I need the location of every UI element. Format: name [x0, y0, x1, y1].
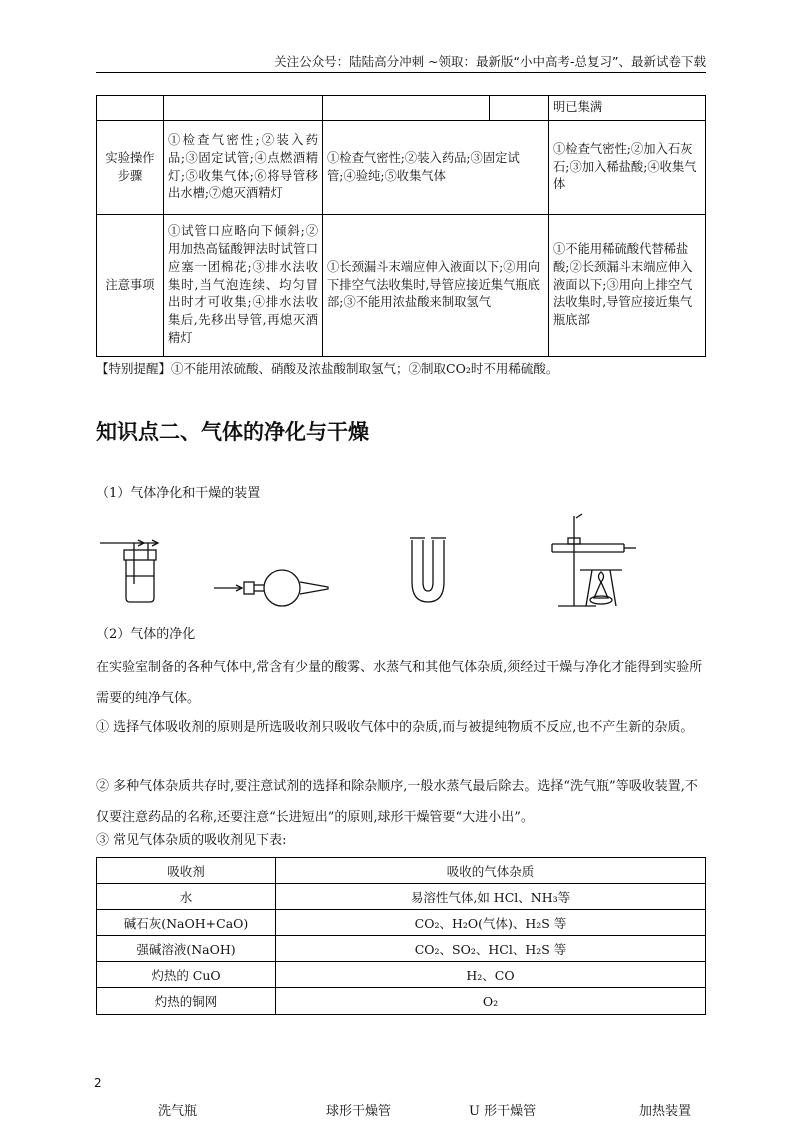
label-wash-bottle: 洗气瓶 [158, 1104, 198, 1119]
table-cell: ①检查气密性;②装入药品;③固定试管;④验纯;⑤收集气体 [323, 121, 549, 215]
header-rule [96, 72, 706, 73]
table-cell: H₂、CO [276, 962, 706, 988]
table-header-row [97, 858, 706, 884]
table-row [97, 884, 706, 910]
row-label-steps: 实验操作步骤 [97, 121, 164, 215]
drying-tube-icon [214, 570, 328, 606]
table-cell [164, 96, 323, 121]
table-cell: 水 [97, 884, 276, 910]
paragraph: ② 多种气体杂质共存时,要注意试剂的选择和除杂顺序,一般水蒸气最后除去。选择“洗气瓶”等吸收装置,不仅要注意药品的名称,还要注意“长进短出”的原则,球形干燥管要“大进小出”。 [96, 779, 698, 825]
table-cell: CO₂、SO₂、HCl、H₂S 等 [276, 936, 706, 962]
table-cell: ①检查气密性;②装入药品;③固定试管;④点燃酒精灯;⑤收集气体;⑥将导管移出水槽;⑦熄灭酒精灯 [164, 121, 323, 215]
table-cell: O₂ [276, 988, 706, 1015]
table-row [97, 910, 706, 936]
column-header: 吸收剂 [97, 858, 276, 884]
table-row [97, 96, 706, 121]
table-cell [97, 96, 164, 121]
table-row [97, 121, 706, 215]
apparatus-drawing [96, 510, 706, 610]
table-row [97, 215, 706, 357]
page-header: 关注公众号：陆陆高分冲刺 ~领取：最新版“小中高考-总复习”、最新试卷下载 [274, 54, 706, 69]
table-cell: CO₂、H₂O(气体)、H₂S 等 [276, 910, 706, 936]
table-row [97, 962, 706, 988]
label-drying-tube: 球形干燥管 [326, 1104, 392, 1119]
label-heating-apparatus: 加热装置 [639, 1104, 692, 1119]
reminder-body: ①不能用浓硫酸、硝酸及浓盐酸制取氢气；②制取CO₂时不用稀硫酸。 [171, 361, 559, 376]
label-u-tube: U 形干燥管 [469, 1104, 537, 1119]
table-cell: ①不能用稀硫酸代替稀盐酸;②长颈漏斗末端应伸入液面以下;③用向上排空气法收集时,导管应接近集气瓶底部 [549, 215, 706, 357]
special-reminder [96, 359, 706, 377]
gas-preparation-table [96, 95, 706, 357]
table-cell: 易溶性气体,如 HCl、NH₃等 [276, 884, 706, 910]
row-label-notes: 注意事项 [97, 215, 164, 357]
u-tube-icon [410, 538, 446, 602]
heating-apparatus-icon [552, 514, 636, 606]
table-cell: 碱石灰(NaOH+CaO) [97, 910, 276, 936]
paragraph: ③ 常见气体杂质的吸收剂见下表: [96, 833, 287, 848]
column-header: 吸收的气体杂质 [276, 858, 706, 884]
table-cell [323, 96, 549, 121]
reminder-prefix: 【特别提醒】 [96, 361, 172, 376]
table-cell: 强碱溶液(NaOH) [97, 936, 276, 962]
wash-bottle-icon [100, 540, 158, 602]
page-number: 2 [94, 1076, 102, 1090]
table-cell: ①检查气密性;②加入石灰石;③加入稀盐酸;④收集气体 [549, 121, 706, 215]
section-title: 知识点二、气体的净化与干燥 [96, 420, 369, 444]
paragraph: ① 选择气体吸收剂的原则是所选吸收剂只吸收气体中的杂质,而与被提纯物质不反应,也不产生新的杂质。 [96, 720, 694, 735]
absorbent-table [96, 857, 706, 1015]
paragraph: 在实验室制备的各种气体中,常含有少量的酸雾、水蒸气和其他气体杂质,须经过干燥与净化才能得到实验所需要的纯净气体。 [96, 660, 703, 706]
table-row [97, 988, 706, 1015]
table-cell: 灼热的 CuO [97, 962, 276, 988]
table-cell: ①试管口应略向下倾斜;②用加热高锰酸钾法时试管口应塞一团棉花;③排水法收集时,当气泡连续、均匀冒出时才可收集;④排水法收集后,先移出导管,再熄灭酒精灯 [164, 215, 323, 357]
subheading-purification: （2）气体的净化 [96, 627, 196, 642]
table-row [97, 936, 706, 962]
table-cell: ①长颈漏斗末端应伸入液面以下;②用向下排空气法收集时,导管应接近集气瓶底部;③不能用浓盐酸来制取氢气 [323, 215, 549, 357]
table-cell: 明已集满 [549, 96, 706, 121]
subheading-apparatus: （1）气体净化和干燥的装置 [96, 486, 261, 501]
table-cell: 灼热的铜网 [97, 988, 276, 1015]
